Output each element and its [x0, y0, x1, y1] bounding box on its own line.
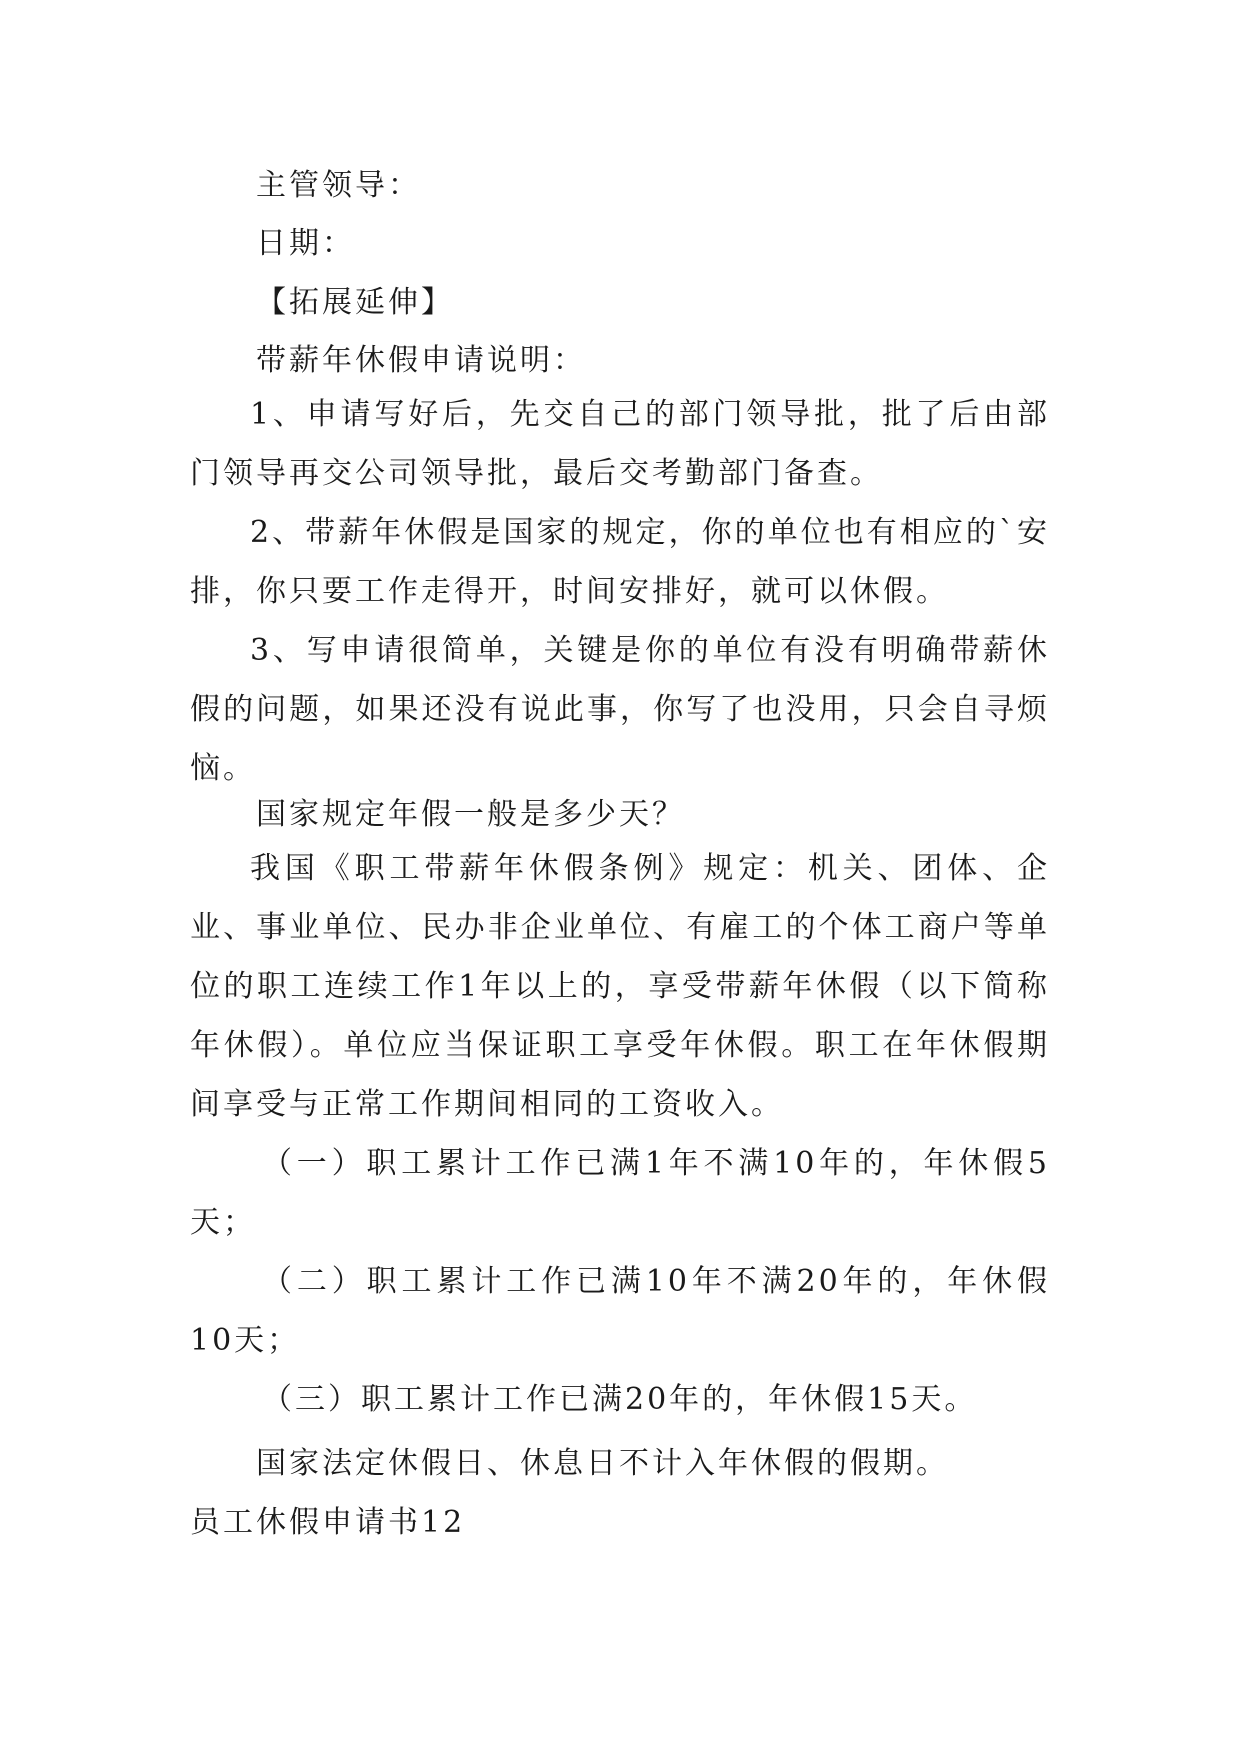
notes-title: 带薪年休假申请说明：	[256, 343, 586, 378]
entitlement-tier-1: （一）职工累计工作已满1年不满10年的，年休假5天；	[190, 1146, 1050, 1240]
supervisor-label: 主管领导：	[256, 168, 421, 203]
note-paragraph-3: 3、写申请很简单，关键是你的单位有没有明确带薪休假的问题，如果还没有说此事，你写了也没用，只会自寻烦恼。	[190, 633, 1050, 786]
regulation-paragraph: 我国《职工带薪年休假条例》规定：机关、团体、企业、事业单位、民办非企业单位、有雇工的个体工商户等单位的职工连续工作1年以上的，享受带薪年休假（以下简称年休假）。单位应当保证职工享受年休假。职工在年休假期间享受与正常工作期间相同的工资收入。	[190, 851, 1050, 1122]
extension-heading: 【拓展延伸】	[256, 285, 454, 320]
note-paragraph-1: 1、申请写好后，先交自己的部门领导批，批了后由部门领导再交公司领导批，最后交考勤部门备查。	[190, 397, 1050, 491]
date-label: 日期：	[256, 226, 355, 261]
next-document-title: 员工休假申请书12	[190, 1505, 466, 1540]
entitlement-tier-3: （三）职工累计工作已满20年的，年休假15天。	[262, 1382, 978, 1417]
holiday-rule: 国家法定休假日、休息日不计入年休假的假期。	[256, 1446, 949, 1481]
question-heading: 国家规定年假一般是多少天？	[256, 797, 685, 832]
entitlement-tier-2: （二）职工累计工作已满10年不满20年的，年休假10天；	[190, 1264, 1050, 1358]
note-paragraph-2: 2、带薪年休假是国家的规定，你的单位也有相应的`安排，你只要工作走得开，时间安排好，就可以休假。	[190, 515, 1050, 609]
